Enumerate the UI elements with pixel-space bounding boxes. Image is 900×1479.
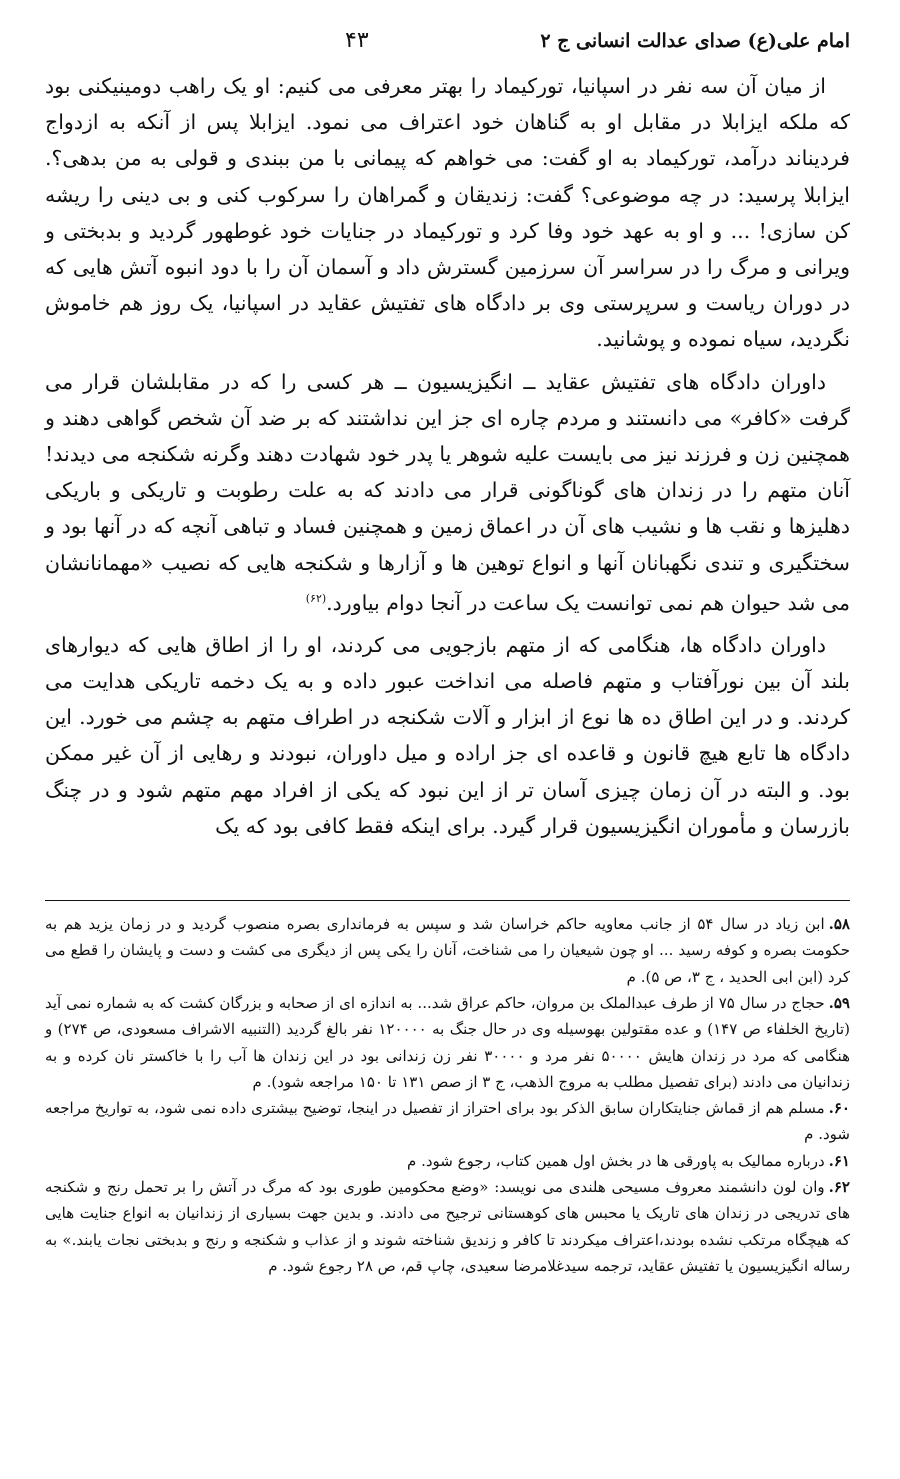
footnote-number: ۶۱. xyxy=(828,1151,850,1170)
paragraph-3: داوران دادگاه ها، هنگامی که از متهم بازجویی می کردند، او را از اطاق هایی که دیوارهای بلند آن بین نورآفتاب و متهم فاصله می انداخت عبور داده و به یک دخمه تاریکی هدایت می کردند. و در این اطاق ده ها نوع از ابزار و آلات شکنجه در اطراف متهم به چشم می خورد. این دادگاه ها تابع هیچ قانون و قاعده ای جز اراده و میل داوران، نبودند و رهایی از آن غیر ممکن بود. و البته در آن زمان چیزی آسان تر از این نبود که یکی از افراد مهم متهم شود و در چنگ بازرسان و مأموران انگیزیسیون قرار گیرد. برای اینکه فقط کافی بود که یک xyxy=(45,632,850,838)
footnote-58 xyxy=(45,911,850,990)
footnote-number: ۶۰. xyxy=(828,1099,850,1118)
footnote-61 xyxy=(45,1148,850,1174)
footnote-59 xyxy=(45,990,850,1095)
footnote-text: مسلم هم از قماش جنایتکاران سابق الذکر بود برای احتراز از تفصیل در اینجا، توضیح بیشتری داده نمی شود، به تواریخ مراجعه شود. م xyxy=(45,1099,850,1144)
page-number: ۴۳ xyxy=(345,28,369,53)
footnote-62 xyxy=(45,1174,850,1279)
running-header xyxy=(45,28,850,68)
footnote-text: ابن زیاد در سال ۵۴ از جانب معاویه حاکم خراسان شد و سپس به فرمانداری بصره منصوب گردید و در زمان یزید هم به حکومت بصره و کوفه رسید ... او چون شیعیان را می شناخت، آنان را یکی پس از دیگری می کشت و دست و پایشان را قطع می کرد (ابن ابی الحدید ، ج ۳، ص ۵). م xyxy=(45,915,850,986)
paragraph-1: از میان آن سه نفر در اسپانیا، تورکیماد را بهتر معرفی می کنیم: او یک راهب دومینیکنی بود که ملکه ایزابلا در مقابل او به گناهان خود اعتراف می نمود. ایزابلا پس از آنکه به ازدواج فردیناند درآمد، تورکیماد به او گفت: می خواهم که پیمانی با من ببندی و قولی به من بدهی؟. ایزابلا پرسید: در چه موضوعی؟ گفت: زندیقان و گمراهان را سرکوب کنی و بی دینی را ریشه کن سازی! ... و او به عهد خود وفا کرد و تورکیماد در جنایات خود غوطهور گردید و بدبختی و ویرانی و مرگ را در سراسر آن سرزمین گسترش داد و آسمان آن را با دود انبوه آتش هایی که در دوران ریاست و سرپرستی وی بر دادگاه های تفتیش عقاید در اسپانیا، یک روز هم خاموش نگردید، سیاه نموده و پوشانید. xyxy=(45,74,850,352)
paragraph-2-text: داوران دادگاه های تفتیش عقاید ــ انگیزیسیون ــ هر کسی را که در مقابلشان قرار می گرفت «کافر» می دانستند و مردم چاره ای جز این نداشتند که بر ضد آن شخص گواهی دهند و همچنین زن و فرزند نیز می بایست علیه شوهر یا پدر خود شهادت دهند وگرنه شکنجه می دیدند! آنان متهم را در زندان های گوناگونی قرار می دادند که به علت رطوبت و تاریکی و باریکی دهلیزها و نقب ها و نشیب های آن در اعماق زمین و همچنین فساد و تباهی آنچه که در آنها بود و سختگیری و تندی نگهبانان آنها و انواع توهین ها و آزارها و شکنجه هایی که نصیب «مهمانانشان می شد حیوان هم نمی توانست یک ساعت در آنجا دوام بیاورد. xyxy=(45,369,850,615)
paragraph-2 xyxy=(45,364,850,621)
footnote-reference[interactable]: (۶۲) xyxy=(305,591,327,605)
footnote-number: ۶۲. xyxy=(828,1178,850,1197)
footnotes xyxy=(45,911,850,1279)
footnote-text: درباره ممالیک به پاورقی ها در بخش اول همین کتاب، رجوع شود. م xyxy=(407,1151,825,1170)
footnote-text: حجاج در سال ۷۵ از طرف عبدالملک بن مروان، حاکم عراق شد... به اندازه ای از صحابه و بزرگان کشت که به شماره نمی آید (تاریخ الخلفاء ص ۱۴۷) و عده مقتولین بهوسیله وی در حال جنگ به ۱۲۰۰۰۰ نفر بالغ گردید (التنبیه الاشراف مسعودی، ص ۲۷۴) و هنگامی که مرد در زندان هایش ۵۰۰۰۰ نفر مرد و ۳۰۰۰۰ نفر زن زندانی بود در این زندان ها آب را با خاکستر نان کرده و به زندانیان می دادند (برای تفصیل مطلب به مروج الذهب، ج ۳ از صص ۱۳۱ تا ۱۵۰ مراجعه شود). م xyxy=(45,993,850,1091)
footnote-number: ۵۹. xyxy=(828,993,850,1012)
footnote-60 xyxy=(45,1095,850,1148)
book-title: امام علی(ع) صدای عدالت انسانی ج ۲ xyxy=(540,30,850,52)
main-text xyxy=(45,68,850,844)
footnote-number: ۵۸. xyxy=(828,915,850,934)
book-page xyxy=(45,28,850,1459)
footnote-divider xyxy=(45,900,850,901)
footnote-text: وان لون دانشمند معروف مسیحی هلندی می نویسد: «وضع محکومین طوری بود که مرگ در آتش را بر تحمل رنج و شکنجه های تدریجی در زندان های تاریک یا محبس های کوهستانی ترجیح می دادند. و بدین جهت بسیاری از زندانیان به انواع جنایت هایی که هیچگاه مرتکب نشده بودند،اعتراف میکردند تا کافر و زندیق شناخته شوند و از عذاب و شکنجه و رنج و بدبختی نجات یابند.» به رساله انگیزیسیون یا تفتیش عقاید، ترجمه سیدغلامرضا سعیدی، چاپ قم، ص ۲۸ رجوع شود. م xyxy=(45,1178,850,1275)
